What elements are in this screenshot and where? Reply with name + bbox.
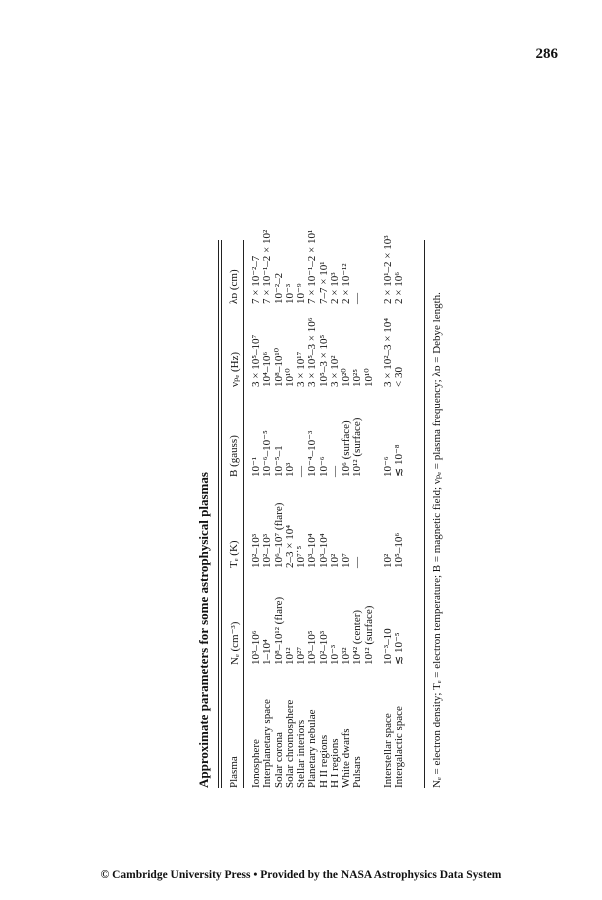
table-cell: < 30 [393, 367, 405, 387]
table-cell: 1–10⁴ [261, 639, 274, 665]
header-b: B (gauss) [228, 435, 240, 477]
table-cell: 10²–10³ [250, 533, 262, 568]
table-cell: 10³–10⁵ [306, 630, 319, 665]
table-cell: 10⁵–3 × 10⁵ [317, 334, 330, 387]
top-rule-1 [218, 240, 219, 788]
table-cell: 10⁻²–2 [272, 272, 285, 304]
table-cell: Interstellar space [381, 713, 394, 788]
bottom-rule [424, 240, 425, 788]
table-cell: 10⁷˙⁵ [295, 545, 307, 568]
table-cell: 10⁻⁶ [381, 456, 394, 477]
table-cell: 10² [328, 553, 341, 568]
table-title: Approximate parameters for some astrophysical plasmas [196, 472, 211, 788]
table-cell: H I regions [328, 738, 341, 788]
table-cell: Pulsars [351, 756, 364, 788]
table-cell: 10¹⁰ [362, 368, 375, 387]
table-cell: 10¹² [283, 647, 296, 665]
table-cell: Solar chromosphere [283, 699, 296, 788]
table-cell: 10⁵–10⁶ [393, 532, 405, 568]
top-rule-2 [221, 240, 222, 788]
table-cell: 10²–10³ [317, 630, 330, 665]
table-cell: 10³–10⁴ [317, 533, 330, 568]
table-cell: ≲ 10⁻⁵ [393, 632, 405, 665]
table-cell: White dwarfs [340, 728, 352, 788]
table-cell: 10⁻⁴–10⁻³ [306, 430, 319, 477]
table-cell: 10⁻⁶ [317, 456, 330, 477]
table-cell: Intergalactic space [393, 706, 405, 788]
header-ne: Nₑ (cm⁻³) [229, 621, 241, 665]
table-cell: — [351, 293, 364, 304]
table-cell: H II regions [317, 734, 330, 788]
table-cell: — [328, 466, 341, 477]
table-cell: 10⁴² (center) [351, 609, 364, 665]
table-cell: 3 × 10²–3 × 10⁴ [381, 317, 394, 387]
table-cell: 10⁻¹ [250, 456, 262, 477]
table-cell: 10² [381, 553, 394, 568]
table-cell: 10³–10⁴ [306, 533, 319, 568]
table-cell: 10⁶ (surface) [340, 420, 352, 477]
table-cell: 3 × 10¹⁷ [295, 351, 307, 387]
header-nu: νₚₑ (Hz) [229, 351, 241, 387]
header-plasma: Plasma [228, 756, 240, 788]
table-cell: 2 × 10⁶ [393, 271, 405, 304]
table-cell: Interplanetary space [261, 699, 274, 788]
table-cell: 10⁻⁹ [295, 283, 307, 304]
table-cell: 10²–10³ [261, 533, 274, 568]
table-cell: 7 × 10⁻²–7 [250, 255, 262, 304]
table-cell: Solar corona [272, 732, 285, 788]
table-cell: 3 × 10⁵–10⁷ [250, 334, 262, 387]
table-cell: 10⁴–10⁶ [261, 351, 274, 387]
table-cell: 10²⁰ [340, 368, 352, 387]
table-cell: 10³–10⁶ [250, 630, 262, 665]
copyright-footer: © Cambridge University Press • Provided by the NASA Astrophysics Data System [100, 869, 502, 881]
table-cell: 2 × 10³ [328, 272, 341, 304]
page-number: 286 [535, 46, 558, 62]
table-cell: 3 × 10⁵–3 × 10⁶ [306, 317, 319, 387]
table-cell: 10⁻⁶–10⁻⁵ [261, 430, 274, 477]
table-cell: 10²⁷ [295, 646, 307, 665]
table-cell: 2–3 × 10⁴ [283, 524, 296, 568]
table-cell: 3 × 10² [328, 355, 341, 387]
table-cell: 10⁻³ [283, 283, 296, 304]
table-cell: 2 × 10¹–2 × 10³ [381, 235, 394, 304]
table-cell: 10⁸–10¹² (flare) [272, 596, 285, 665]
table-cell: Ionosphere [250, 739, 262, 788]
table-cell: 10¹⁰ [283, 368, 296, 387]
table-cell: — [351, 557, 364, 568]
table-cell: 7 × 10⁻¹–2 × 10¹ [306, 229, 319, 304]
table-cell: 10⁷ [340, 553, 352, 568]
table-cell: 10³ [283, 462, 296, 477]
table-cell: 10³² [340, 647, 352, 665]
table-cell: 2 × 10⁻¹² [340, 263, 352, 304]
table-cell: Planetary nebulae [306, 709, 319, 788]
table-footnote: Nₑ = electron density; Tₑ = electron temperature; B = magnetic field; νₚₑ = plasma frequency; λᴅ = Debye length. [431, 292, 443, 788]
table-cell: ≲ 10⁻⁸ [393, 444, 405, 477]
table-cell: 7–7 × 10¹ [317, 261, 330, 304]
table-cell: Stellar interiors [295, 719, 307, 788]
table-cell: 10¹² (surface) [362, 605, 375, 665]
header-ld: λᴅ (cm) [228, 269, 240, 304]
header-rule [243, 240, 244, 788]
header-te: Tₑ (K) [228, 540, 240, 568]
table-cell: 10⁸–10¹⁰ [272, 347, 285, 387]
table-cell: — [295, 466, 307, 477]
table-cell: 10⁻³ [328, 644, 341, 665]
table-cell: 10⁻⁵–1 [272, 445, 285, 477]
table-cell: 10¹² (surface) [351, 417, 364, 477]
table-cell: 10²⁵ [351, 368, 364, 387]
table-cell: 10⁻³–10 [381, 628, 394, 665]
table-cell: 10⁶–10⁷ (flare) [272, 502, 285, 568]
table-cell: 7 × 10⁻¹–2 × 10² [261, 229, 274, 304]
